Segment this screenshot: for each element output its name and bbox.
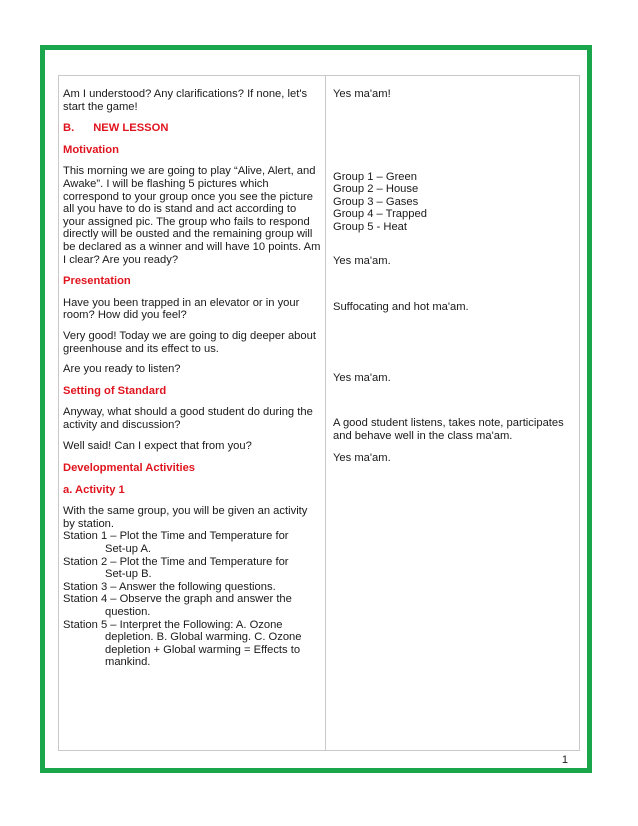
teacher-column	[63, 88, 321, 669]
section-letter: B.	[63, 122, 75, 135]
paragraph: This morning we are going to play “Alive, Alert, and Awake”. I will be flashing 5 pictures which correspond to your group once you see the picture all you have to do is stand and act according to your assigned pic. The group who fails to respond directly will be ousted and the remaining group will be declared as a winner and will have 10 points. Am I clear? Are you ready?	[63, 165, 321, 266]
student-column	[333, 88, 578, 464]
station-item-continued: depletion. B. Global warming. C. Ozone depletion + Global warming = Effects to mankind.	[105, 631, 302, 669]
response: A good student listens, takes note, participates and behave well in the class ma'am.	[333, 417, 564, 442]
station-item: Station 5 – Interpret the Following: A. Ozone	[63, 618, 283, 631]
group-item: Group 1 – Green	[333, 170, 417, 183]
subheading-setting-of-standard: Setting of Standard	[63, 384, 167, 397]
section-title: NEW LESSON	[93, 122, 169, 135]
response: Yes ma'am.	[333, 254, 391, 267]
group-item: Group 2 – House	[333, 183, 419, 196]
section-heading	[63, 122, 321, 135]
station-item: Station 2 – Plot the Time and Temperature for	[63, 555, 289, 568]
column-divider	[325, 75, 326, 751]
paragraph: Well said! Can I expect that from you?	[63, 440, 252, 453]
paragraph: Are you ready to listen?	[63, 363, 181, 376]
station-item: Station 1 – Plot the Time and Temperature for	[63, 530, 289, 543]
group-item: Group 5 - Heat	[333, 220, 407, 233]
subheading-presentation: Presentation	[63, 275, 131, 288]
response: Yes ma'am.	[333, 451, 391, 464]
subheading-developmental-activities: Developmental Activities	[63, 462, 196, 475]
subheading-motivation: Motivation	[63, 143, 119, 156]
paragraph: Am I understood? Any clarifications? If none, let's start the game!	[63, 88, 308, 113]
response: Suffocating and hot ma'am.	[333, 301, 469, 314]
response: Yes ma'am!	[333, 88, 391, 100]
subheading-activity-1: a. Activity 1	[63, 483, 125, 496]
paragraph: Anyway, what should a good student do during the activity and discussion?	[63, 406, 313, 431]
paragraph: With the same group, you will be given an activity by station.	[63, 505, 308, 530]
station-item-continued: Set-up B.	[105, 568, 152, 581]
group-list	[333, 171, 578, 234]
page-number: 1	[561, 754, 568, 766]
station-item-continued: question.	[105, 606, 151, 618]
station-item: Station 3 – Answer the following questions.	[63, 580, 276, 593]
station-list	[63, 530, 321, 669]
group-item: Group 3 – Gases	[333, 195, 419, 208]
group-item: Group 4 – Trapped	[333, 208, 427, 221]
response: Yes ma'am.	[333, 371, 391, 384]
station-item-continued: Set-up A.	[105, 543, 152, 556]
paragraph: Have you been trapped in an elevator or in your room? How did you feel?	[63, 296, 300, 322]
station-item: Station 4 – Observe the graph and answer the	[63, 593, 292, 606]
paragraph: Very good! Today we are going to dig deeper about greenhouse and its effect to us.	[63, 329, 316, 355]
